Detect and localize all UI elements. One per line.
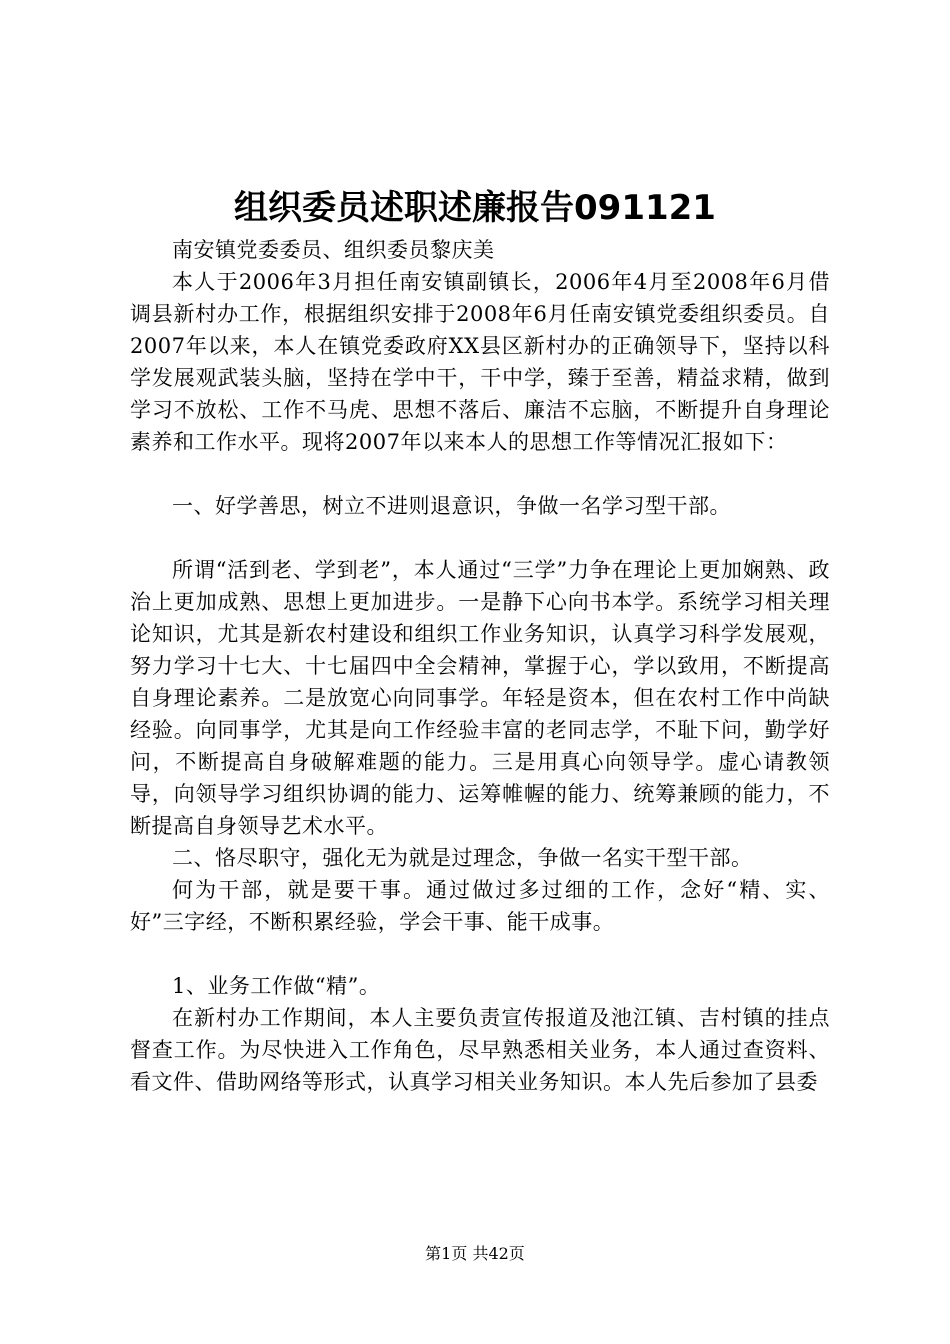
document-title: 组织委员述职述廉报告091121 <box>234 188 716 228</box>
page-footer: 第1页 共42页 <box>425 1244 525 1263</box>
section-heading: 二、恪尽职守，强化无为就是过理念，争做一名实干型干部。 <box>172 846 753 870</box>
author-line: 南安镇党委委员、组织委员黎庆美 <box>172 238 495 262</box>
body-paragraph: 本人于2006年3月担任南安镇副镇长，2006年4月至2008年6月借调县新村办工作，根据组织安排于2008年6月任南安镇党委组织委员。自2007年以来，本人在镇党委政府XX县区新村办的正确领导下，坚持以科学发展观武装头脑，坚持在学中干，干中学，臻于至善，精益求精，做到学习不放松、工作不马虎、思想不落后、廉洁不忘脑，不断提升自身理论素养和工作水平。现将2007年以来本人的思想工作等情况汇报如下： <box>130 270 830 454</box>
paragraph-spacer <box>130 458 830 490</box>
body-paragraph: 所谓“活到老、学到老”，本人通过“三学”力争在理论上更加娴熟、政治上更加成熟、思想上更加进步。一是静下心向书本学。系统学习相关理论知识，尤其是新农村建设和组织工作业务知识，认真学习科学发展观，努力学习十七大、十七届四中全会精神，掌握于心，学以致用，不断提高自身理论素养。二是放宽心向同事学。年轻是资本，但在农村工作中尚缺经验。向同事学，尤其是向工作经验丰富的老同志学，不耻下问，勤学好问，不断提高自身破解难题的能力。三是用真心向领导学。虚心请教领导，向领导学习组织协调的能力、运筹帷幄的能力、统筹兼顾的能力，不断提高自身领导艺术水平。 <box>130 558 830 838</box>
body-paragraph: 何为干部，就是要干事。通过做过多过细的工作，念好“精、实、好”三字经，不断积累经验，学会干事、能干成事。 <box>130 878 830 934</box>
paragraph-spacer <box>130 938 830 970</box>
body-paragraph: 在新村办工作期间，本人主要负责宣传报道及池江镇、吉村镇的挂点督查工作。为尽快进入工作角色，尽早熟悉相关业务，本人通过查资料、看文件、借助网络等形式，认真学习相关业务知识。本人先后参加了县委 <box>130 1006 830 1094</box>
subsection-heading: 1、业务工作做“精”。 <box>172 974 381 998</box>
paragraph-spacer <box>130 522 830 554</box>
section-heading: 一、好学善思，树立不进则退意识，争做一名学习型干部。 <box>172 494 731 518</box>
document-body <box>130 234 830 1098</box>
